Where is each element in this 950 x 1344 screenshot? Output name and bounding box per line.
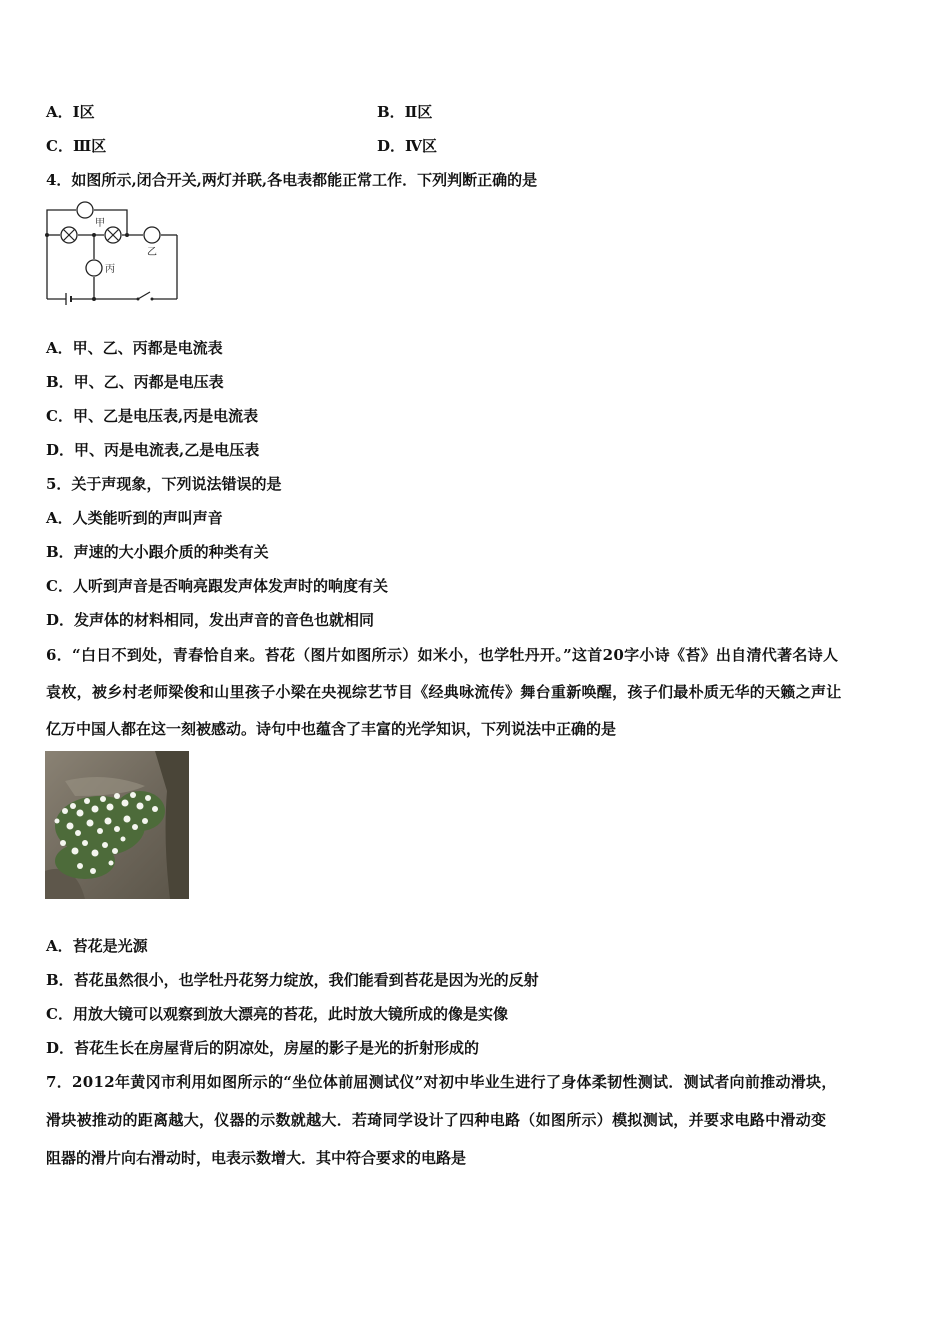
label-bing: 丙 <box>105 264 115 275</box>
q3-option-d: D．Ⅳ区 <box>377 137 438 155</box>
q3-option-c: C．Ⅲ区 <box>46 137 107 155</box>
q4-option-d: D．甲、丙是电流表,乙是电压表 <box>46 441 260 459</box>
lamp-right-icon <box>105 227 121 243</box>
moss-flower-photo <box>45 751 189 899</box>
q7-stem-line-3: 阻器的滑片向右滑动时，电表示数增大．其中符合要求的电路是 <box>46 1149 467 1167</box>
q4-option-b: B．甲、乙、丙都是电压表 <box>46 373 224 391</box>
q4-circuit-diagram <box>40 198 190 308</box>
lamp-left-icon <box>61 227 77 243</box>
q5-option-a: A．人类能听到的声叫声音 <box>46 509 223 527</box>
q6-option-d: D．苔花生长在房屋背后的阴凉处，房屋的影子是光的折射形成的 <box>46 1039 480 1057</box>
q6-option-c: C．用放大镜可以观察到放大漂亮的苔花，此时放大镜所成的像是实像 <box>46 1005 508 1023</box>
meter-bing-icon <box>86 260 102 276</box>
q4-option-a: A．甲、乙、丙都是电流表 <box>46 339 223 357</box>
q3-option-b: B．Ⅱ区 <box>377 103 433 121</box>
q3-option-a: A．Ⅰ区 <box>46 103 95 121</box>
q4-option-c: C．甲、乙是电压表,丙是电流表 <box>46 407 259 425</box>
q5-option-d: D．发声体的材料相同，发出声音的音色也就相同 <box>46 611 375 629</box>
q5-option-c: C．人听到声音是否响亮跟发声体发声时的响度有关 <box>46 577 388 595</box>
label-jia: 甲 <box>95 218 105 229</box>
meter-yi-icon <box>144 227 160 243</box>
q7-stem-line-2: 滑块被推动的距离越大，仪器的示数就越大．若琦同学设计了四种电路（如图所示）模拟测试，并要求电路中滑动变 <box>46 1111 827 1129</box>
q5-stem: 5．关于声现象，下列说法错误的是 <box>46 475 282 493</box>
label-yi: 乙 <box>147 247 157 258</box>
q7-stem-line-1: 7．2012年黄冈市利用如图所示的“坐位体前屈测试仪”对初中毕业生进行了身体柔韧性测试．测试者向前推动滑块， <box>46 1073 837 1091</box>
q6-option-b: B．苔花虽然很小，也学牡丹花努力绽放，我们能看到苔花是因为光的反射 <box>46 971 539 989</box>
q6-stem-line-1: 6．“白日不到处，青春恰自来。苔花（图片如图所示）如米小，也学牡丹开。”这首20字小诗《苔》出自清代著名诗人 <box>46 646 839 664</box>
q5-option-b: B．声速的大小跟介质的种类有关 <box>46 543 269 561</box>
q6-stem-line-2: 袁枚，被乡村老师梁俊和山里孩子小梁在央视综艺节目《经典咏流传》舞台重新唤醒，孩子们最朴质无华的天籁之声让 <box>46 683 842 701</box>
q6-stem-line-3: 亿万中国人都在这一刻被感动。诗句中也蕴含了丰富的光学知识，下列说法中正确的是 <box>46 720 617 738</box>
q4-stem: 4．如图所示,闭合开关,两灯并联,各电表都能正常工作．下列判断正确的是 <box>46 171 538 189</box>
q6-option-a: A．苔花是光源 <box>46 937 148 955</box>
meter-top-icon <box>77 202 93 218</box>
